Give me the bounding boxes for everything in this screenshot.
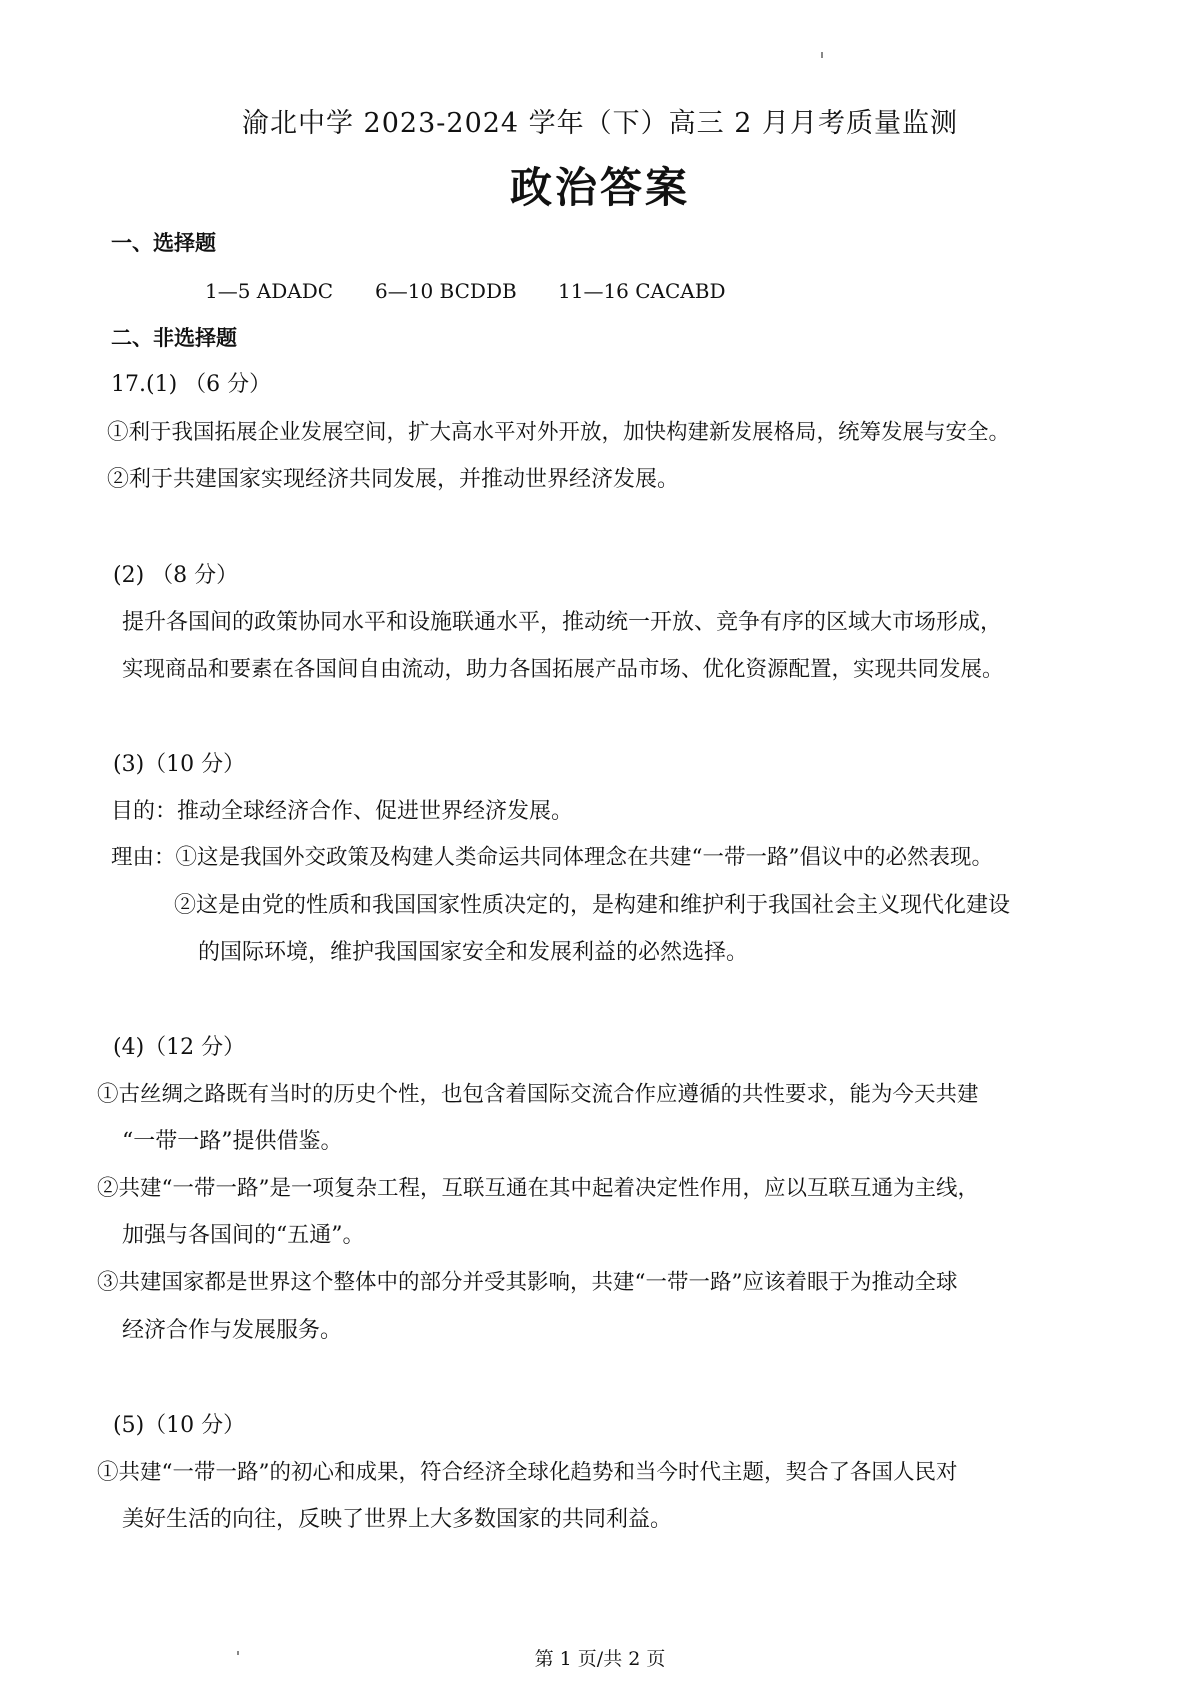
answer-line: 经济合作与发展服务。 [122, 1318, 343, 1343]
question-label-3: (3)（10 分） [113, 752, 246, 777]
document-title: 政治答案 [509, 163, 690, 212]
answer-line: ②共建“一带一路”是一项复杂工程，互联互通在其中起着决定性作用，应以互联互通为主线， [97, 1176, 979, 1201]
answer-line: “一带一路”提供借鉴。 [122, 1129, 343, 1154]
answer-line: ①共建“一带一路”的初心和成果，符合经济全球化趋势和当今时代主题，契合了各国人民对 [97, 1460, 958, 1485]
answer-group-1-5: 1—5 ADADC [205, 279, 334, 303]
answer-reason-2-cont: 的国际环境，维护我国国家安全和发展利益的必然选择。 [198, 940, 749, 965]
answer-purpose: 目的：推动全球经济合作、促进世界经济发展。 [111, 799, 574, 824]
answer-line: ②利于共建国家实现经济共同发展，并推动世界经济发展。 [107, 467, 680, 492]
answer-line: 提升各国间的政策协同水平和设施联通水平，推动统一开放、竞争有序的区域大市场形成， [122, 610, 1003, 635]
answer-line: 美好生活的向往，反映了世界上大多数国家的共同利益。 [122, 1507, 673, 1532]
section-heading-non-choice: 二、非选择题 [111, 326, 237, 350]
question-label-5: (5)（10 分） [113, 1413, 246, 1438]
question-label-2: (2) （8 分） [113, 563, 239, 588]
answer-group-6-10: 6—10 BCDDB [375, 279, 517, 303]
page-number: 第 1 页/共 2 页 [534, 1648, 666, 1670]
answer-reason-2: ②这是由党的性质和我国国家性质决定的，是构建和维护利于我国社会主义现代化建设 [174, 893, 1011, 918]
answer-line: ③共建国家都是世界这个整体中的部分并受其影响，共建“一带一路”应该着眼于为推动全球 [97, 1270, 958, 1295]
answer-line: 加强与各国间的“五通”。 [122, 1223, 365, 1248]
answer-line: ①古丝绸之路既有当时的历史个性，也包含着国际交流合作应遵循的共性要求，能为今天共建 [97, 1082, 979, 1107]
question-label-4: (4)（12 分） [113, 1035, 246, 1060]
answer-group-11-16: 11—16 CACABD [558, 279, 726, 303]
exam-title: 渝北中学 2023-2024 学年（下）高三 2 月月考质量监测 [241, 108, 959, 139]
scan-speck [821, 52, 823, 58]
section-heading-multiple-choice: 一、选择题 [111, 231, 216, 255]
answer-line: ①利于我国拓展企业发展空间，扩大高水平对外开放，加快构建新发展格局，统筹发展与安全。 [107, 420, 1011, 445]
question-label-17-1: 17.(1) （6 分） [111, 372, 272, 397]
answer-reason-1: 理由：①这是我国外交政策及构建人类命运共同体理念在共建“一带一路”倡议中的必然表现。 [111, 845, 993, 870]
answer-line: 实现商品和要素在各国间自由流动，助力各国拓展产品市场、优化资源配置，实现共同发展。 [122, 657, 1004, 682]
